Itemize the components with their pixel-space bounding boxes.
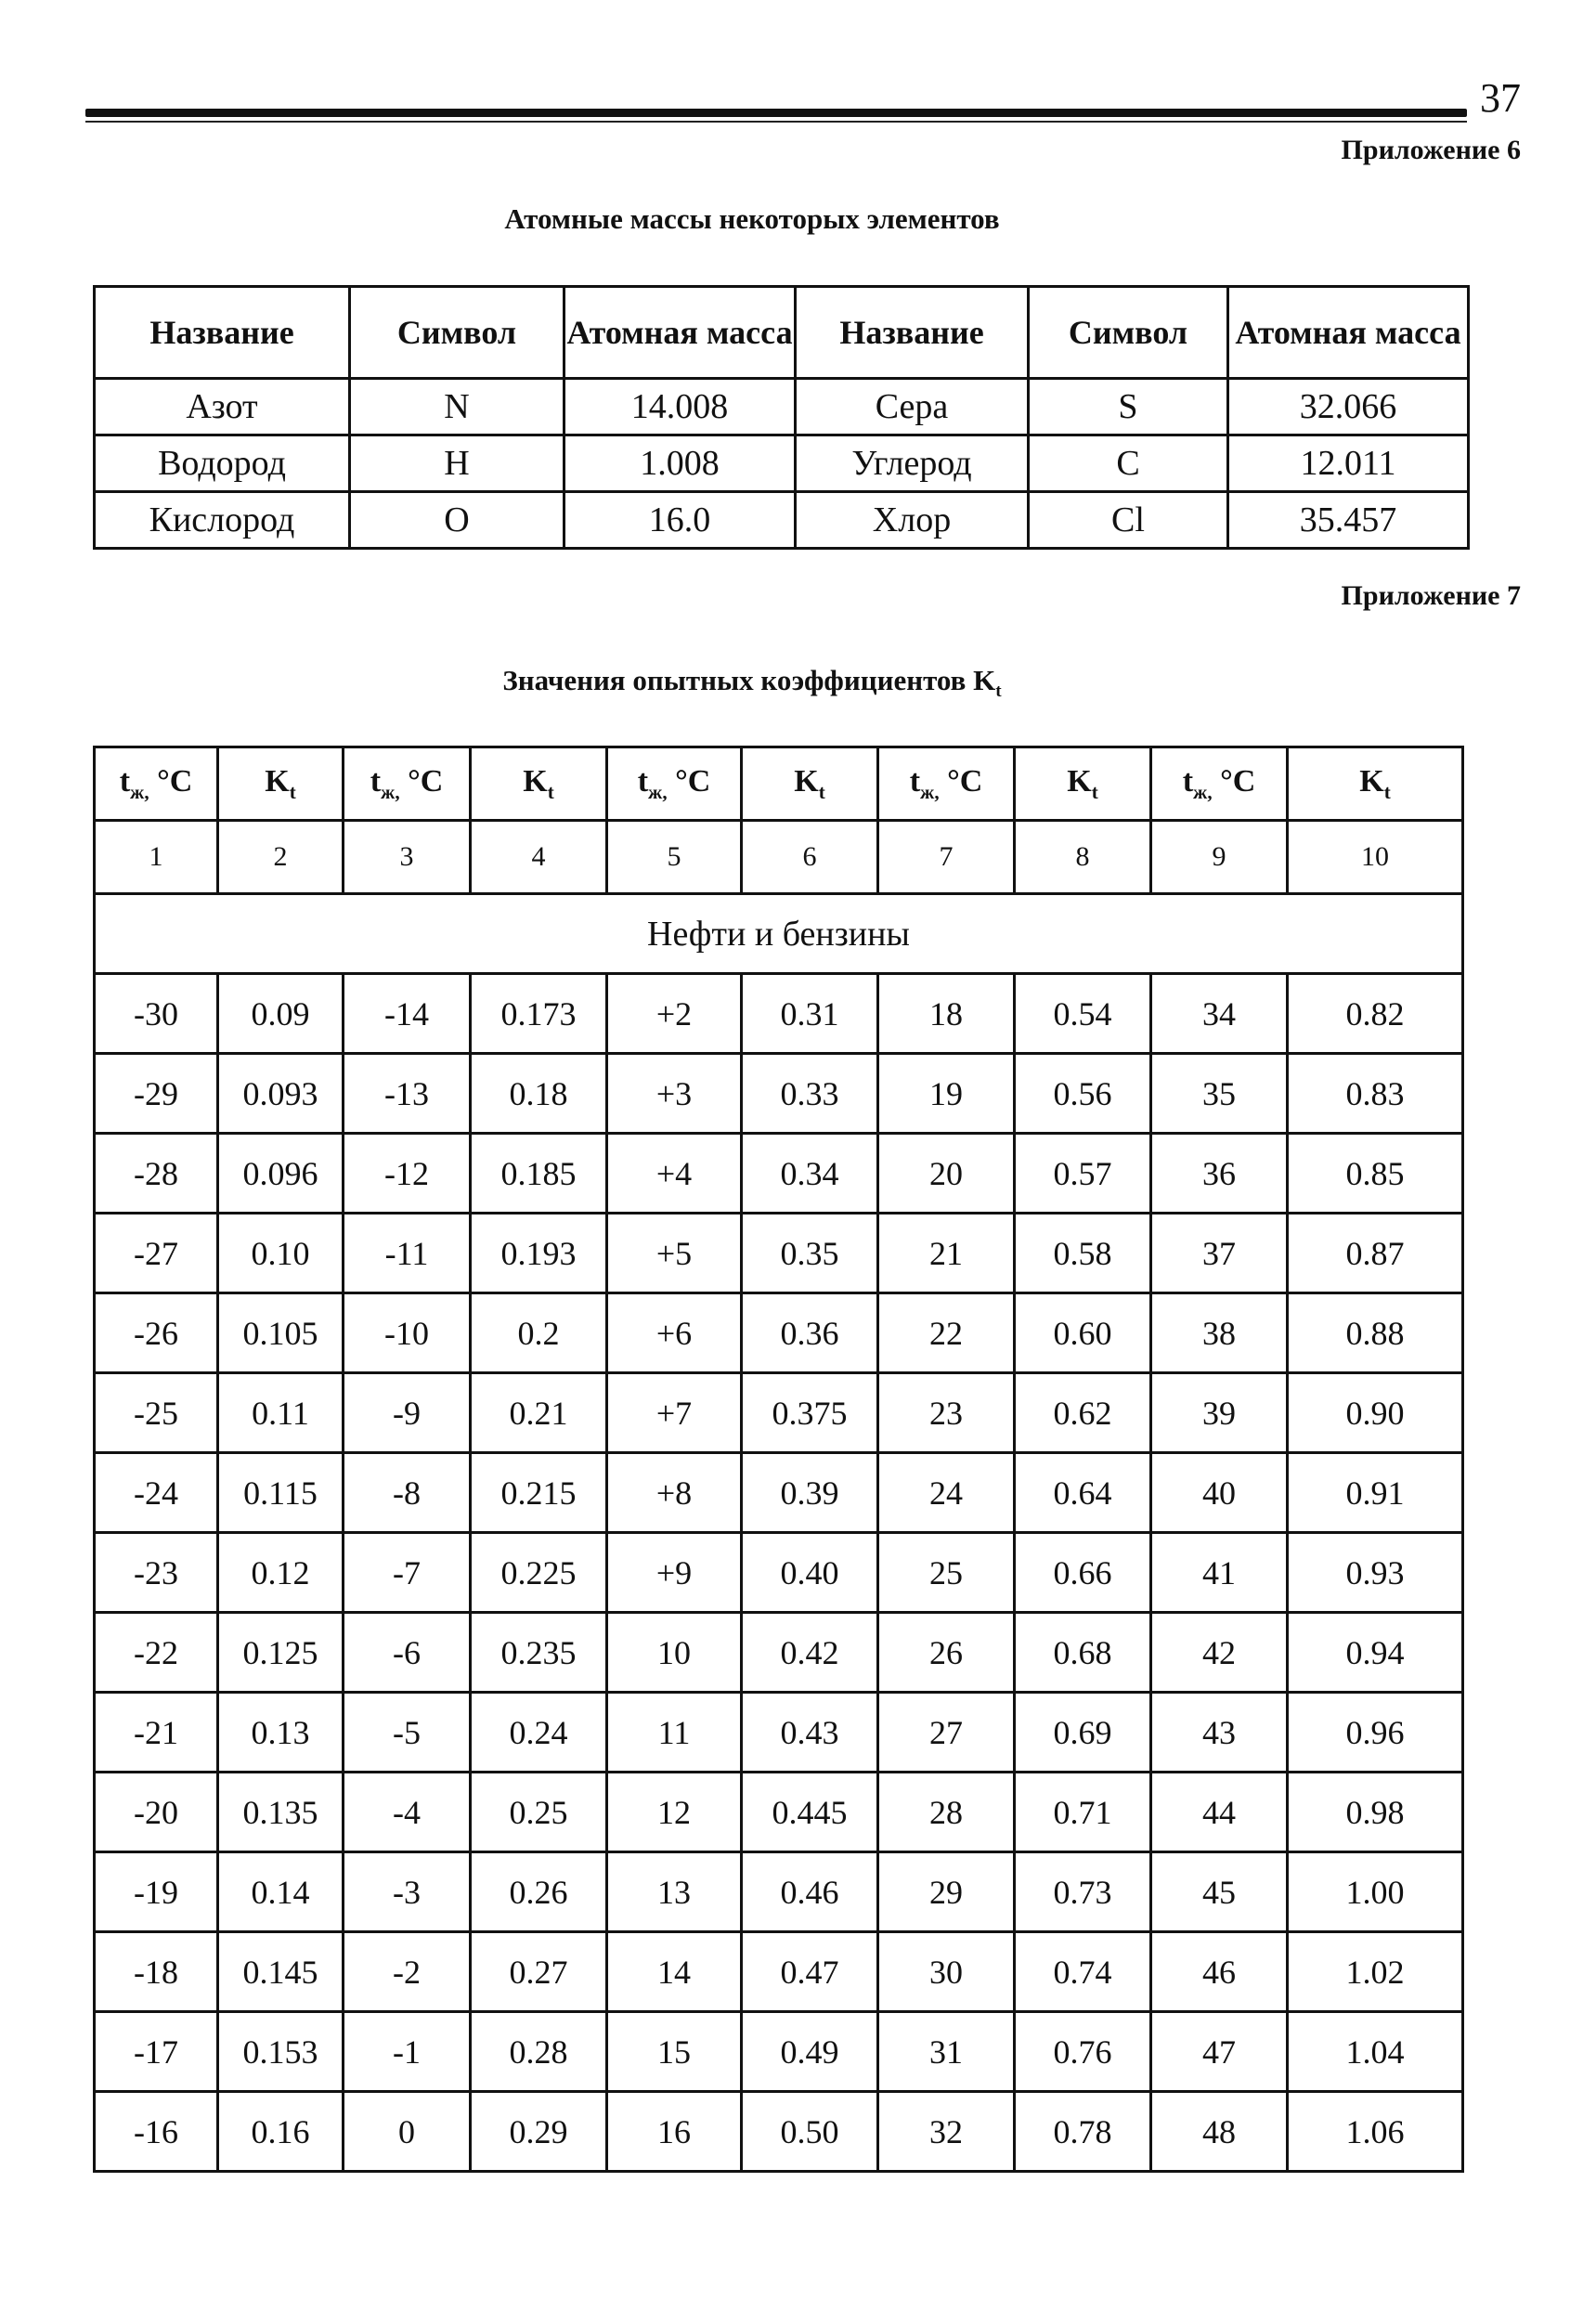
table-row	[95, 492, 1469, 549]
table-cell: +7	[607, 1373, 742, 1453]
table-cell: -4	[344, 1773, 471, 1852]
table-cell: 0.69	[1015, 1693, 1151, 1773]
table-cell: -10	[344, 1293, 471, 1373]
table-cell: 1.06	[1288, 2092, 1463, 2172]
table-cell: 0.98	[1288, 1773, 1463, 1852]
header-t-subscript: ж,	[648, 780, 668, 803]
table-cell: -30	[95, 974, 218, 1054]
appendix-7-label: Приложение 7	[1341, 580, 1521, 611]
table-cell: 26	[878, 1613, 1015, 1693]
table-row	[95, 1773, 1463, 1852]
table-cell: 12	[607, 1773, 742, 1852]
table-cell: 11	[607, 1693, 742, 1773]
header-k-symbol: K	[1067, 763, 1092, 799]
header-coefficient	[1288, 747, 1463, 821]
appendix-6-label: Приложение 6	[1341, 135, 1521, 165]
table-row	[95, 1453, 1463, 1533]
coefficients-caption	[195, 664, 1309, 702]
column-number: 2	[218, 821, 344, 894]
table-cell: 0.62	[1015, 1373, 1151, 1453]
table-cell: 0.93	[1288, 1533, 1463, 1613]
table-cell: 0.10	[218, 1214, 344, 1293]
table-cell: -22	[95, 1613, 218, 1693]
table-cell: 0.58	[1015, 1214, 1151, 1293]
table-cell: -3	[344, 1852, 471, 1932]
atomic-table-body	[95, 379, 1469, 549]
table-cell: 36	[1151, 1134, 1288, 1214]
table-cell: 0.82	[1288, 974, 1463, 1054]
table-cell: 28	[878, 1773, 1015, 1852]
table-cell: 24	[878, 1453, 1015, 1533]
table-cell: Хлор	[796, 492, 1029, 549]
header-coefficient	[1015, 747, 1151, 821]
table-cell: 0.26	[471, 1852, 607, 1932]
table-cell: 44	[1151, 1773, 1288, 1852]
column-number: 4	[471, 821, 607, 894]
coefficients-table	[93, 746, 1464, 2173]
table-row	[95, 1533, 1463, 1613]
table-cell: 0.88	[1288, 1293, 1463, 1373]
table-cell: Водород	[95, 435, 350, 492]
table-cell: Сера	[796, 379, 1029, 435]
column-number: 5	[607, 821, 742, 894]
table-cell: 0.21	[471, 1373, 607, 1453]
section-title: Нефти и бензины	[95, 894, 1463, 974]
header-k-subscript: t	[1383, 780, 1391, 803]
table-cell: 0.105	[218, 1293, 344, 1373]
table-cell: 0.56	[1015, 1054, 1151, 1134]
column-number-row	[95, 821, 1463, 894]
table-cell: S	[1029, 379, 1228, 435]
table-cell: 0.83	[1288, 1054, 1463, 1134]
table-cell: 0.43	[742, 1693, 878, 1773]
header-coefficient	[471, 747, 607, 821]
table-row	[95, 2092, 1463, 2172]
table-cell: 41	[1151, 1533, 1288, 1613]
table-cell: -16	[95, 2092, 218, 2172]
table-cell: 22	[878, 1293, 1015, 1373]
table-cell: 0.14	[218, 1852, 344, 1932]
table-cell: 39	[1151, 1373, 1288, 1453]
column-number: 6	[742, 821, 878, 894]
table-cell: -12	[344, 1134, 471, 1214]
table-cell: 0.2	[471, 1293, 607, 1373]
header-temperature	[95, 747, 218, 821]
table-cell: -23	[95, 1533, 218, 1613]
table-cell: +5	[607, 1214, 742, 1293]
table-cell: 0.85	[1288, 1134, 1463, 1214]
table-cell: 0.225	[471, 1533, 607, 1613]
table-cell: +9	[607, 1533, 742, 1613]
table-cell: H	[350, 435, 564, 492]
table-cell: C	[1029, 435, 1228, 492]
table-cell: 0.73	[1015, 1852, 1151, 1932]
table-cell: -11	[344, 1214, 471, 1293]
table-cell: Азот	[95, 379, 350, 435]
table-cell: 21	[878, 1214, 1015, 1293]
table-row	[95, 1134, 1463, 1214]
table-cell: 42	[1151, 1613, 1288, 1693]
table-cell: 20	[878, 1134, 1015, 1214]
column-number: 8	[1015, 821, 1151, 894]
table-cell: 1.04	[1288, 2012, 1463, 2092]
table-cell: 0.60	[1015, 1293, 1151, 1373]
table-cell: 0.185	[471, 1134, 607, 1214]
header-t-subscript: ж,	[920, 780, 940, 803]
table-cell: Cl	[1029, 492, 1228, 549]
header-temperature	[344, 747, 471, 821]
table-cell: 48	[1151, 2092, 1288, 2172]
table-row	[95, 2012, 1463, 2092]
table-row	[95, 1613, 1463, 1693]
table-cell: 0.09	[218, 974, 344, 1054]
table-cell: -27	[95, 1214, 218, 1293]
table-cell: 14	[607, 1932, 742, 2012]
table-cell: N	[350, 379, 564, 435]
table-cell: 0.46	[742, 1852, 878, 1932]
table-cell: 0.66	[1015, 1533, 1151, 1613]
coefficients-table-body	[95, 821, 1463, 2172]
header-rule-thin	[85, 121, 1467, 123]
table-cell: O	[350, 492, 564, 549]
table-cell: 34	[1151, 974, 1288, 1054]
table-cell: 0.16	[218, 2092, 344, 2172]
table-cell: 1.02	[1288, 1932, 1463, 2012]
header-k-subscript: t	[547, 780, 554, 803]
table-cell: Углерод	[796, 435, 1029, 492]
table-cell: 0.54	[1015, 974, 1151, 1054]
table-cell: 0.35	[742, 1214, 878, 1293]
table-cell: 16.0	[564, 492, 796, 549]
table-cell: 0.57	[1015, 1134, 1151, 1214]
table-cell: 0.31	[742, 974, 878, 1054]
table-cell: 46	[1151, 1932, 1288, 2012]
table-cell: -6	[344, 1613, 471, 1693]
header-k-symbol: K	[523, 763, 548, 799]
table-cell: 0.29	[471, 2092, 607, 2172]
table-cell: 0.13	[218, 1693, 344, 1773]
table-cell: 0.12	[218, 1533, 344, 1613]
table-row	[95, 1373, 1463, 1453]
table-cell: -5	[344, 1693, 471, 1773]
table-cell: -2	[344, 1932, 471, 2012]
table-row	[95, 379, 1469, 435]
header-mass-1: Атомная масса	[564, 287, 796, 379]
table-cell: 0.76	[1015, 2012, 1151, 2092]
column-number: 9	[1151, 821, 1288, 894]
table-cell: 25	[878, 1533, 1015, 1613]
table-cell: 10	[607, 1613, 742, 1693]
table-cell: 12.011	[1228, 435, 1469, 492]
table-cell: +6	[607, 1293, 742, 1373]
table-cell: 31	[878, 2012, 1015, 2092]
section-row	[95, 894, 1463, 974]
header-t-symbol: t	[909, 763, 921, 799]
table-cell: 0.27	[471, 1932, 607, 2012]
header-t-symbol: t	[637, 763, 649, 799]
column-number: 10	[1288, 821, 1463, 894]
table-cell: 0.135	[218, 1773, 344, 1852]
table-cell: 0.093	[218, 1054, 344, 1134]
header-t-symbol: t	[119, 763, 131, 799]
table-cell: 0.49	[742, 2012, 878, 2092]
table-cell: -19	[95, 1852, 218, 1932]
header-mass-2: Атомная масса	[1228, 287, 1469, 379]
table-row	[95, 974, 1463, 1054]
table-row	[95, 1293, 1463, 1373]
table-cell: 29	[878, 1852, 1015, 1932]
atomic-masses-caption: Атомные массы некоторых элементов	[504, 202, 1000, 235]
table-cell: -29	[95, 1054, 218, 1134]
table-cell: 0.42	[742, 1613, 878, 1693]
table-cell: 0.115	[218, 1453, 344, 1533]
table-cell: Кислород	[95, 492, 350, 549]
header-k-symbol: K	[794, 763, 819, 799]
table-cell: 0.34	[742, 1134, 878, 1214]
table-cell: 0.96	[1288, 1693, 1463, 1773]
header-t-unit: °C	[149, 763, 193, 799]
table-cell: 0.145	[218, 1932, 344, 2012]
header-symbol-1: Символ	[350, 287, 564, 379]
page-number: 37	[1480, 75, 1521, 121]
table-cell: 0.87	[1288, 1214, 1463, 1293]
header-t-unit: °C	[399, 763, 444, 799]
table-cell: -18	[95, 1932, 218, 2012]
table-row	[95, 435, 1469, 492]
table-cell: 32.066	[1228, 379, 1469, 435]
table-cell: 15	[607, 2012, 742, 2092]
table-cell: -25	[95, 1373, 218, 1453]
table-cell: -7	[344, 1533, 471, 1613]
table-cell: +2	[607, 974, 742, 1054]
table-cell: 0.94	[1288, 1613, 1463, 1693]
header-name-1: Название	[95, 287, 350, 379]
table-cell: 16	[607, 2092, 742, 2172]
column-number: 7	[878, 821, 1015, 894]
table-cell: 14.008	[564, 379, 796, 435]
header-t-subscript: ж,	[381, 780, 400, 803]
table-cell: 35	[1151, 1054, 1288, 1134]
table-cell: +4	[607, 1134, 742, 1214]
header-t-unit: °C	[939, 763, 983, 799]
table-cell: -1	[344, 2012, 471, 2092]
header-name-2: Название	[796, 287, 1029, 379]
table-cell: 0.24	[471, 1693, 607, 1773]
table-cell: 0.40	[742, 1533, 878, 1613]
table-cell: 35.457	[1228, 492, 1469, 549]
table-cell: 0	[344, 2092, 471, 2172]
table-row	[95, 1054, 1463, 1134]
table-cell: 43	[1151, 1693, 1288, 1773]
table-cell: 40	[1151, 1453, 1288, 1533]
table-cell: 47	[1151, 2012, 1288, 2092]
header-k-subscript: t	[289, 780, 296, 803]
table-cell: 0.445	[742, 1773, 878, 1852]
header-k-subscript: t	[818, 780, 825, 803]
table-cell: 0.096	[218, 1134, 344, 1214]
table-row	[95, 1852, 1463, 1932]
column-number: 3	[344, 821, 471, 894]
table-cell: -9	[344, 1373, 471, 1453]
table-cell: -17	[95, 2012, 218, 2092]
table-cell: 0.71	[1015, 1773, 1151, 1852]
table-cell: 0.215	[471, 1453, 607, 1533]
coefficients-caption-sub: t	[995, 682, 1002, 702]
header-coefficient	[218, 747, 344, 821]
table-cell: 0.25	[471, 1773, 607, 1852]
table-cell: 0.125	[218, 1613, 344, 1693]
table-cell: -14	[344, 974, 471, 1054]
table-cell: -26	[95, 1293, 218, 1373]
coefficients-header-row	[95, 747, 1463, 821]
table-cell: 0.64	[1015, 1453, 1151, 1533]
coefficients-caption-text: Значения опытных коэффициентов K	[502, 664, 996, 696]
table-cell: 0.78	[1015, 2092, 1151, 2172]
table-cell: -21	[95, 1693, 218, 1773]
header-temperature	[1151, 747, 1288, 821]
header-k-symbol: K	[265, 763, 290, 799]
table-cell: 23	[878, 1373, 1015, 1453]
header-t-subscript: ж,	[130, 780, 149, 803]
table-cell: 0.50	[742, 2092, 878, 2172]
header-symbol-2: Символ	[1029, 287, 1228, 379]
table-cell: 27	[878, 1693, 1015, 1773]
header-t-unit: °C	[667, 763, 711, 799]
table-cell: +8	[607, 1453, 742, 1533]
table-cell: 30	[878, 1932, 1015, 2012]
table-cell: 0.33	[742, 1054, 878, 1134]
table-cell: 0.36	[742, 1293, 878, 1373]
table-cell: 18	[878, 974, 1015, 1054]
header-t-symbol: t	[370, 763, 382, 799]
table-cell: -24	[95, 1453, 218, 1533]
table-cell: -13	[344, 1054, 471, 1134]
table-cell: 1.00	[1288, 1852, 1463, 1932]
table-cell: 0.375	[742, 1373, 878, 1453]
table-cell: 1.008	[564, 435, 796, 492]
header-rule	[85, 109, 1467, 117]
table-cell: 0.39	[742, 1453, 878, 1533]
table-cell: -20	[95, 1773, 218, 1852]
table-cell: 32	[878, 2092, 1015, 2172]
table-cell: 0.28	[471, 2012, 607, 2092]
table-cell: 0.68	[1015, 1613, 1151, 1693]
table-row	[95, 1932, 1463, 2012]
atomic-masses-table	[93, 285, 1470, 550]
table-row	[95, 1214, 1463, 1293]
table-cell: 0.91	[1288, 1453, 1463, 1533]
header-k-subscript: t	[1091, 780, 1098, 803]
table-cell: 0.74	[1015, 1932, 1151, 2012]
header-t-subscript: ж,	[1193, 780, 1213, 803]
header-coefficient	[742, 747, 878, 821]
table-cell: +3	[607, 1054, 742, 1134]
table-cell: -28	[95, 1134, 218, 1214]
table-cell: 13	[607, 1852, 742, 1932]
table-cell: 0.193	[471, 1214, 607, 1293]
table-cell: 0.153	[218, 2012, 344, 2092]
header-temperature	[878, 747, 1015, 821]
table-cell: 0.11	[218, 1373, 344, 1453]
header-temperature	[607, 747, 742, 821]
table-cell: 0.90	[1288, 1373, 1463, 1453]
header-t-symbol: t	[1182, 763, 1194, 799]
table-cell: 0.235	[471, 1613, 607, 1693]
table-cell: 45	[1151, 1852, 1288, 1932]
header-k-symbol: K	[1359, 763, 1384, 799]
table-cell: 0.47	[742, 1932, 878, 2012]
column-number: 1	[95, 821, 218, 894]
table-cell: 37	[1151, 1214, 1288, 1293]
atomic-table-header-row	[95, 287, 1469, 379]
table-row	[95, 1693, 1463, 1773]
header-t-unit: °C	[1212, 763, 1256, 799]
table-cell: 0.173	[471, 974, 607, 1054]
table-cell: 19	[878, 1054, 1015, 1134]
table-cell: -8	[344, 1453, 471, 1533]
table-cell: 0.18	[471, 1054, 607, 1134]
table-cell: 38	[1151, 1293, 1288, 1373]
